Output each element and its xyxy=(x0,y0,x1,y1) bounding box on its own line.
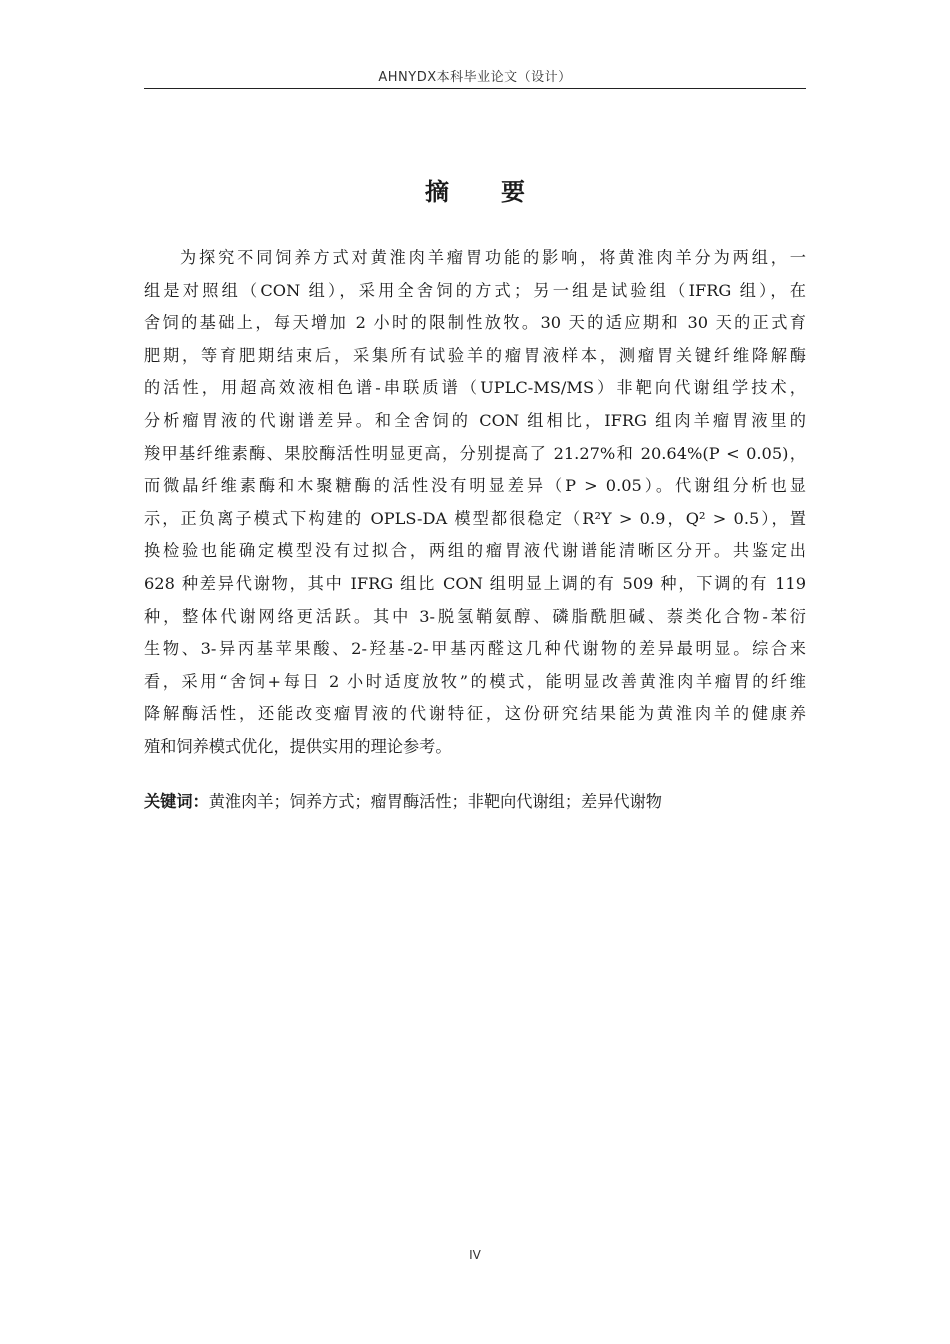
abstract-line: 为探究不同饲养方式对黄淮肉羊瘤胃功能的影响，将黄淮肉羊分为两组，一 xyxy=(180,248,806,267)
page-title xyxy=(144,172,806,207)
keywords xyxy=(144,786,806,818)
keywords-text: 黄淮肉羊；饲养方式；瘤胃酶活性；非靶向代谢组；差异代谢物 xyxy=(208,792,662,811)
abstract-line: 组是对照组（CON 组），采用全舍饲的方式；另一组是试验组（IFRG 组），在 xyxy=(144,280,806,300)
abstract-line: 殖和饲养模式优化，提供实用的理论参考。 xyxy=(144,736,452,756)
abstract-line: 的活性，用超高效液相色谱-串联质谱（UPLC-MS/MS）非靶向代谢组学技术， xyxy=(144,378,806,398)
abstract-line: 舍饲的基础上，每天增加 2 小时的限制性放牧。30 天的适应期和 30 天的正式育 xyxy=(144,313,806,333)
abstract-paragraph xyxy=(144,242,806,764)
abstract-line: 分析瘤胃液的代谢谱差异。和全舍饲的 CON 组相比，IFRG 组肉羊瘤胃液里的 xyxy=(144,410,806,430)
abstract-line: 628 种差异代谢物，其中 IFRG 组比 CON 组明显上调的有 509 种，下调的有 119 xyxy=(144,573,806,593)
title-char-1: 摘 xyxy=(425,178,449,206)
running-header: AHNYDX本科毕业论文（设计） xyxy=(378,70,572,85)
abstract-line: 羧甲基纤维素酶、果胶酶活性明显更高，分别提高了 21.27%和 20.64%(P < 0.05)， xyxy=(144,443,806,463)
abstract-line: 示，正负离子模式下构建的 OPLS-DA 模型都很稳定（R²Y > 0.9，Q² > 0.5），置 xyxy=(144,508,806,528)
header-divider xyxy=(144,88,806,89)
abstract-line: 种，整体代谢网络更活跃。其中 3-脱氢鞘氨醇、磷脂酰胆碱、萘类化合物-苯衍 xyxy=(144,606,806,626)
abstract-line: 生物、3-异丙基苹果酸、2-羟基-2-甲基丙醛这几种代谢物的差异最明显。综合来 xyxy=(144,639,806,659)
abstract-line: 换检验也能确定模型没有过拟合，两组的瘤胃液代谢谱能清晰区分开。共鉴定出 xyxy=(144,541,806,561)
title-char-2: 要 xyxy=(501,178,525,206)
page-number: IV xyxy=(469,1248,481,1262)
abstract-line: 而微晶纤维素酶和木聚糖酶的活性没有明显差异（P > 0.05）。代谢组分析也显 xyxy=(144,476,806,496)
abstract-line: 看，采用“舍饲+每日 2 小时适度放牧”的模式，能明显改善黄淮肉羊瘤胃的纤维 xyxy=(144,671,806,691)
abstract-line: 肥期，等育肥期结束后，采集所有试验羊的瘤胃液样本，测瘤胃关键纤维降解酶 xyxy=(144,345,806,365)
keywords-label: 关键词： xyxy=(144,792,209,811)
abstract-line: 降解酶活性，还能改变瘤胃液的代谢特征，这份研究结果能为黄淮肉羊的健康养 xyxy=(144,704,806,724)
